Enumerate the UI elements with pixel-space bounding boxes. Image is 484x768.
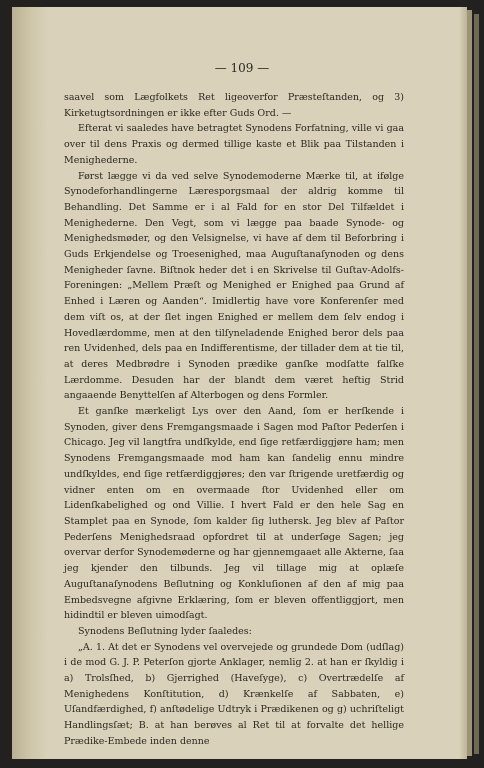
quoted-resolution: „A. 1. At det er Synodens vel overvejede og grundede Dom (udſlag) i de mod G. J. P. Peterſon gjorte Anklager, nemlig 2. at han er ſkyldig i a) Trolsſhed, b) Gjerrighed (Haveſyge), c) Overtrædelſe af Menighedens Konſtitution, d) Krænkelſe af Sabbaten, e) Uſandfærdighed, f) anſtødelige Udtryk i Prædikenen og g) uchriſteligt Handlingsſæt; B. at han berøves al Ret til at forvalte det hellige Prædike-Embede inden denne (64, 641, 404, 747)
paragraph: Et ganſke mærkeligt Lys over den Aand, ſom er herſkende i Synoden, giver dens Fremgangsmaade i Sagen mod Paſtor Pederſen i Chicago. Jeg vil langtfra undſkylde, end ſige retfærdiggjøre ham; men Synodens Fremgangsmaade mod ham kan ſandelig ennu mindre undſkyldes, end ſige retfærdiggjøres; den var ſtrigende uretfærdig og vidner enten om en overmaade ſtor Uvidenhed eller om Lidenſkabelighed og ond Villie. I hvert Fald er den hele Sag en Stamplet paa en Synode, ſom kalder ſig luthersk. Jeg blev af Paſtor Pederſens Menighedsraad opfordret til at underſøge Sagen; jeg overvar derfor Synodemøderne og har gjennemgaaet alle Akterne, ſaa jeg kjender den tilbunds. Jeg vil tillage mig at oplæſe Auguſtanaſynodens Beſlutning og Konkluſionen af den af mig paa Embedsvegne afgivne Erklæring, ſom er bleven offentliggjort, men hidindtil er bleven uimodſagt. (64, 406, 404, 622)
page-gutter-shadow (12, 7, 48, 759)
paragraph: saavel som Lægfolkets Ret ligeoverfor Præsteſtanden, og 3) Kirketugtsordningen er ikke efter Guds Ord. — (64, 92, 404, 119)
paragraph: Synodens Beſlutning lyder ſaaledes: (78, 625, 252, 637)
page-fore-edge (459, 7, 467, 759)
page-text (64, 90, 404, 750)
paragraph: Efterat vi saaledes have betragtet Synodens Forfatning, ville vi gaa over til dens Praxis og dermed tillige kaste et Blik paa Tilstanden i Menighederne. (64, 123, 404, 166)
paragraph: Først lægge vi da ved selve Synodemoderne Mærke til, at ifølge Synodeforhandlingerne Læresporgsmaal der aldrig komme til Behandling. Det Samme er i al Fald for en stor Del Tilfældet i Menighederne. Den Vegt, som vi lægge paa baade Synode- og Menighedsmøder, og den Velsignelse, vi have af dem til Beforbring i Guds Erkjendelse og Troesenighed, maa Auguſtanaſynoden og dens Menigheder ſavne. Biſtnok heder det i en Skrivelse til Guſtav-Adolfs-Foreningen: „Mellem Præſt og Menighed er Enighed paa Grund af Enhed i Læren og Aanden“. Imidlertig have vore Konferenſer med dem viſt os, at der ſlet ingen Enighed er mellem dem ſelv endog i Hovedlærdomme, men at den tilſyneladende Enighed beror dels paa ren Uvidenhed, dels paa en Indifferentisme, der tillader dem at tie til, at deres Medbrødre i Synoden prædike ganſke modſatte falſke Lærdomme. Desuden har der blandt dem været heftig Strid angaaende Benyttelſen af Alterbogen og dens Formler. (64, 170, 404, 402)
page-number: — 109 — (214, 61, 270, 75)
